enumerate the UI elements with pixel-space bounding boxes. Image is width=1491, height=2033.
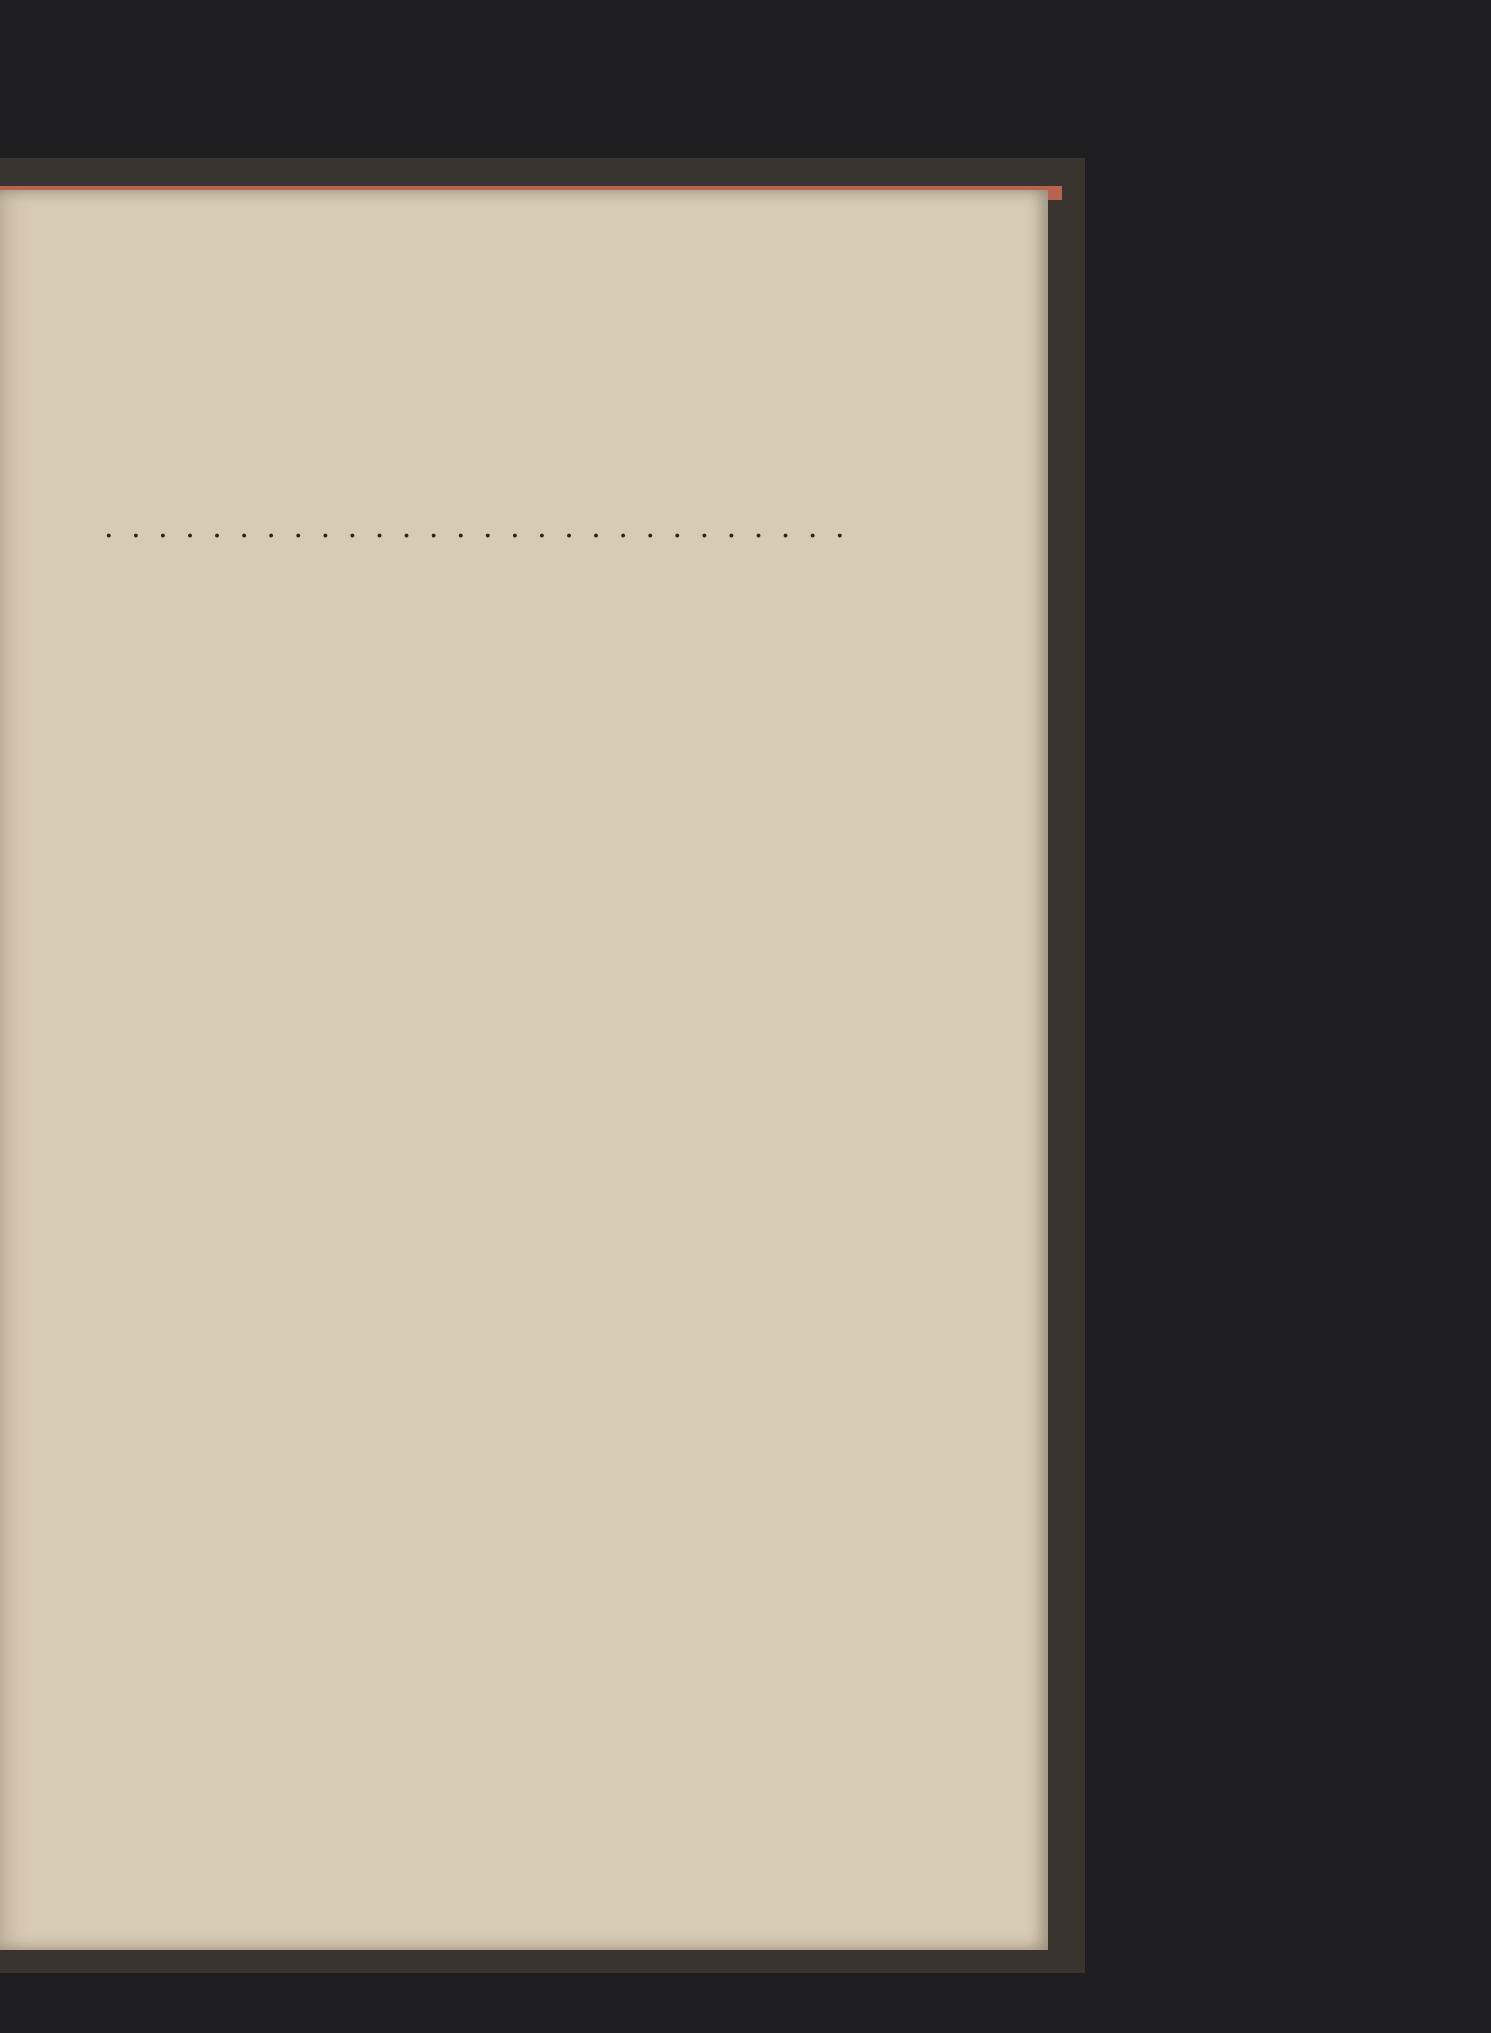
page-header — [104, 286, 944, 342]
toc-entry-text — [104, 510, 864, 545]
toc-entry-intro[interactable] — [104, 510, 944, 545]
seite-label — [104, 342, 944, 372]
section-title — [104, 452, 944, 510]
toc-list-section — [104, 510, 944, 545]
toc-content — [104, 286, 944, 545]
